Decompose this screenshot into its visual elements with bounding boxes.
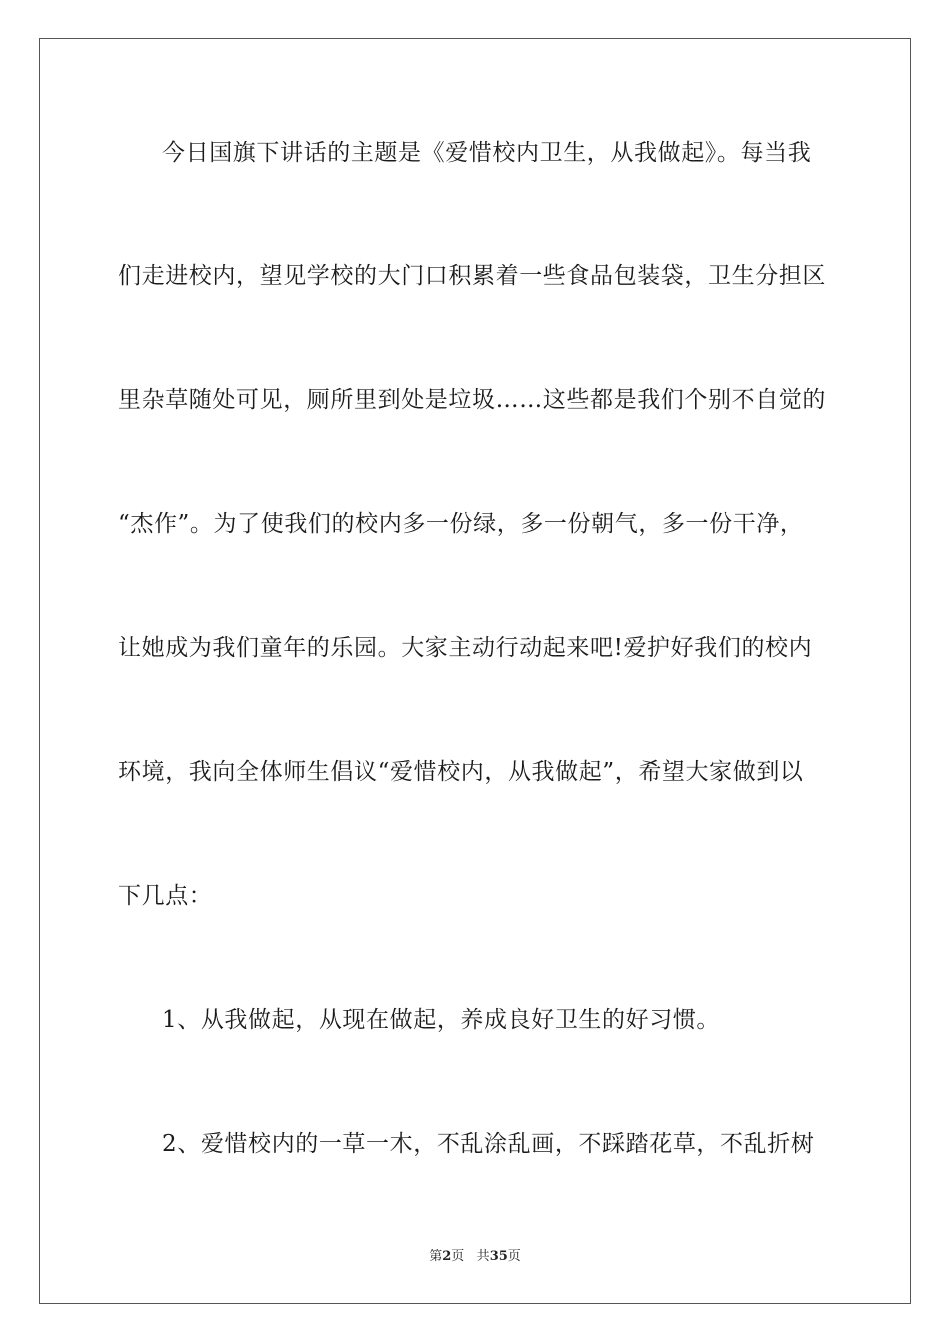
footer-page-suffix: 页 [451, 1249, 465, 1264]
paragraph-line-2: 们走进校内，望见学校的大门口积累着一些食品包装袋，卫生分担区 [118, 263, 826, 289]
page-border [39, 38, 911, 1304]
paragraph-line-5: 让她成为我们童年的乐园。大家主动行动起来吧!爱护好我们的校内 [118, 635, 813, 661]
list-item-1: 1、从我做起，从现在做起，养成良好卫生的好习惯。 [162, 1007, 721, 1033]
paragraph-line-4: “杰作”。为了使我们的校内多一份绿，多一份朝气，多一份干净， [118, 511, 804, 537]
footer-total-pages: 35 [489, 1249, 508, 1264]
paragraph-line-6: 环境，我向全体师生倡议“爱惜校内，从我做起”，希望大家做到以 [118, 759, 804, 785]
paragraph-line-1: 今日国旗下讲话的主题是《爱惜校内卫生，从我做起》。每当我 [162, 140, 812, 166]
paragraph-line-7: 下几点： [118, 883, 213, 909]
footer-total-suffix: 页 [507, 1249, 521, 1264]
paragraph-line-3: 里杂草随处可见，厕所里到处是垃圾……这些都是我们个别不自觉的 [118, 387, 826, 413]
page-footer [0, 1245, 950, 1264]
footer-page-prefix: 第 [429, 1249, 443, 1264]
list-item-2: 2、爱惜校内的一草一木，不乱涂乱画，不踩踏花草，不乱折树 [162, 1131, 815, 1157]
footer-total-prefix: 共 [476, 1249, 490, 1264]
footer-page-number: 2 [442, 1249, 452, 1264]
